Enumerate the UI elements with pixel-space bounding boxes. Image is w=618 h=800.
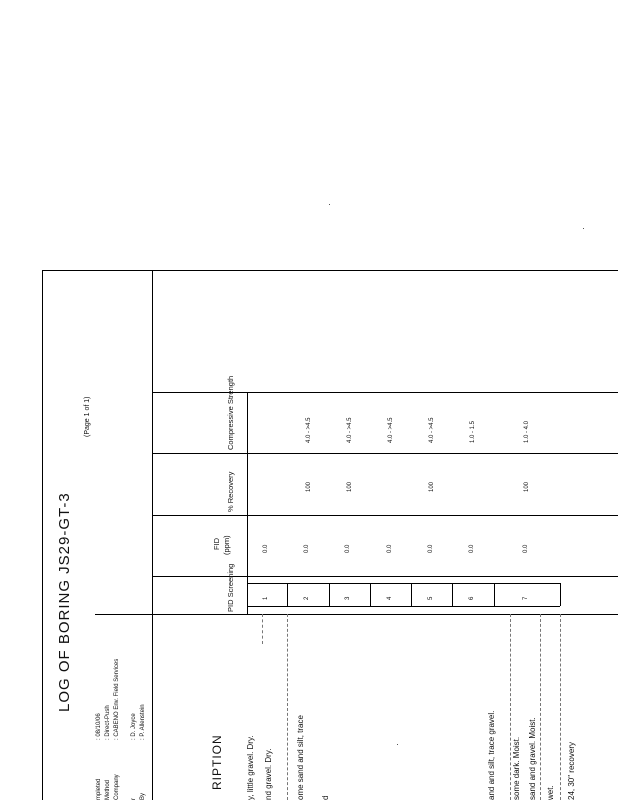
recovery-value: 100 [347,481,353,492]
description-line: and and silt, trace gravel. [487,710,496,800]
sample-sep [560,583,561,606]
info-value-company: : CABENO Env. Field Services [114,658,120,740]
desc-separator [262,614,263,644]
sample-number: 6 [469,596,475,600]
sample-sep [370,583,371,606]
description-line: ome sand and silt, trace [296,715,305,800]
sample-sep [411,583,412,606]
fid-value: 0.0 [345,544,351,553]
sample-sep [452,583,453,606]
sample-number: 4 [387,596,393,600]
scan-speck [583,228,584,229]
fid-value: 0.0 [387,544,393,553]
description-line: y, little gravel. Dry. [246,735,255,800]
desc-separator [560,614,561,800]
strength-value: 4.0 - >4.5 [306,417,312,443]
fid-header: FID [212,537,221,550]
description-heading: RIPTION [210,734,224,790]
strength-value: 1.0 - 4.0 [524,420,530,443]
column-header-top [152,392,618,393]
table-top-border [42,270,618,271]
info-value-date: : 08/10/06 [96,713,102,740]
column-header-bottom [247,392,248,614]
info-value-driller: : D. Joyce [131,713,137,740]
sample-number: 5 [428,596,434,600]
page-title: LOG OF BORING JS29-GT-3 [56,492,73,712]
info-label: Method [105,779,111,800]
fid-unit-header: (ppm) [222,535,231,555]
col-divider-1 [152,453,618,454]
sample-number: 2 [304,596,310,600]
sample-sep [287,583,288,606]
sample-number: 1 [263,596,269,600]
description-line: d [321,795,330,800]
col-divider-2 [152,515,618,516]
description-line: 24, 30" recovery [567,742,576,800]
strength-value: 4.0 - >4.5 [388,417,394,443]
sample-number: 7 [523,596,529,600]
page-number: (Page 1 of 1) [84,396,91,437]
desc-separator [287,614,288,800]
pid-screening-header: PID Screening [226,563,235,612]
strength-value: 4.0 - >4.5 [429,417,435,443]
sample-number: 3 [345,596,351,600]
sample-sep [494,583,495,606]
info-value-logged-by: : P. Allenstein [140,704,146,740]
scan-speck [329,204,330,205]
recovery-header: % Recovery [226,471,235,512]
info-label: mpleted [96,778,102,800]
table-left-border [42,270,43,800]
compressive-strength-header: Compressive Strength [226,375,235,450]
scan-speck [397,744,398,745]
fid-value: 0.0 [428,544,434,553]
desc-separator [540,614,541,800]
description-line: wet. [546,785,555,800]
info-value-method: : Direct-Push [105,705,111,740]
sample-box-top [247,583,560,584]
fid-value: 0.0 [263,544,269,553]
sample-sep [329,583,330,606]
recovery-value: 100 [306,481,312,492]
desc-separator [510,614,511,800]
fid-value: 0.0 [469,544,475,553]
description-line: some dark. Moist. [512,736,521,800]
strength-value: 1.0 - 1.5 [470,420,476,443]
info-label: r [131,798,137,800]
col-divider-3 [152,576,618,577]
recovery-value: 100 [524,481,530,492]
header-divider [152,270,153,800]
description-line: sand and gravel. Moist. [528,717,537,800]
info-label: Company [114,774,120,800]
recovery-value: 100 [429,481,435,492]
fid-value: 0.0 [523,544,529,553]
description-line: nd gravel. Dry. [264,748,273,800]
fid-value: 0.0 [304,544,310,553]
strength-value: 4.0 - >4.5 [347,417,353,443]
sample-box-bottom [247,606,560,607]
info-label: By [140,792,146,800]
